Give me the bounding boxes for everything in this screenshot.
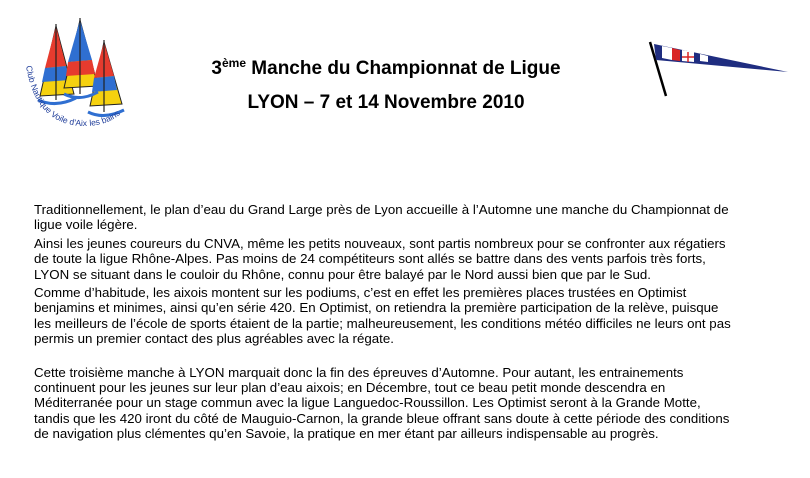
paragraph-3: Comme d’habitude, les aixois montent sur les podiums, c’est en effet les premières places trustées en Optimist benjamins et minimes, ainsi qu’en série 420. En Optimist, on retiendra la première participation de la relève, puisque les meilleurs de l’école de sports étaient de la partie; malheureusement, les conditions météo difficiles ne leurs ont pas permis un premier contact des plus agréables avec la régate. [34, 285, 731, 347]
title-number: 3 [211, 58, 222, 79]
article-body [34, 202, 734, 445]
paragraph-1: Traditionnellement, le plan d’eau du Grand Large près de Lyon accueille à l’Automne une manche du Championnat de ligue voile légère. [34, 202, 729, 233]
title-rest: Manche du Championnat de Ligue [246, 58, 561, 79]
burgee-flag-icon [644, 38, 790, 98]
page-subtitle: LYON – 7 et 14 Novembre 2010 [247, 92, 525, 113]
paragraph-2: Ainsi les jeunes coureurs du CNVA, même les petits nouveaux, sont partis nombreux pour se confronter aux régatiers de toute la ligue Rhône-Alpes. Pas moins de 24 compétiteurs sont allés se battre dans des vents parfois très forts, LYON se situant dans le couloir du Rhône, connu pour être balayé par le Nord aussi bien que par le Sud. [34, 235, 726, 282]
burgee-flag [644, 38, 790, 98]
page-title [150, 56, 622, 80]
title-superscript: ème [221, 56, 247, 70]
club-logo [18, 16, 154, 128]
paragraph-4: Cette troisième manche à LYON marquait donc la fin des épreuves d’Automne. Pour autant, les entrainements continuent pour les jeunes sur leur plan d’eau aixois; en Décembre, tout ce beau petit monde descendra en Méditerranée pour un stage commun avec la ligue Languedoc-Roussillon. Les Optimist seront à la Grande Motte, tandis que les 420 iront du côté de Mauguio-Carnon, la grande bleue offrant sans doute à cette période des conditions de navigation plus clémentes qu’en Savoie, la pratique en mer étant par ailleurs indispensable au progrès. [34, 364, 730, 442]
sailboats-logo-icon [18, 16, 154, 128]
club-logo-text: Club Nautique Voile d'Aix les bains [24, 64, 122, 128]
